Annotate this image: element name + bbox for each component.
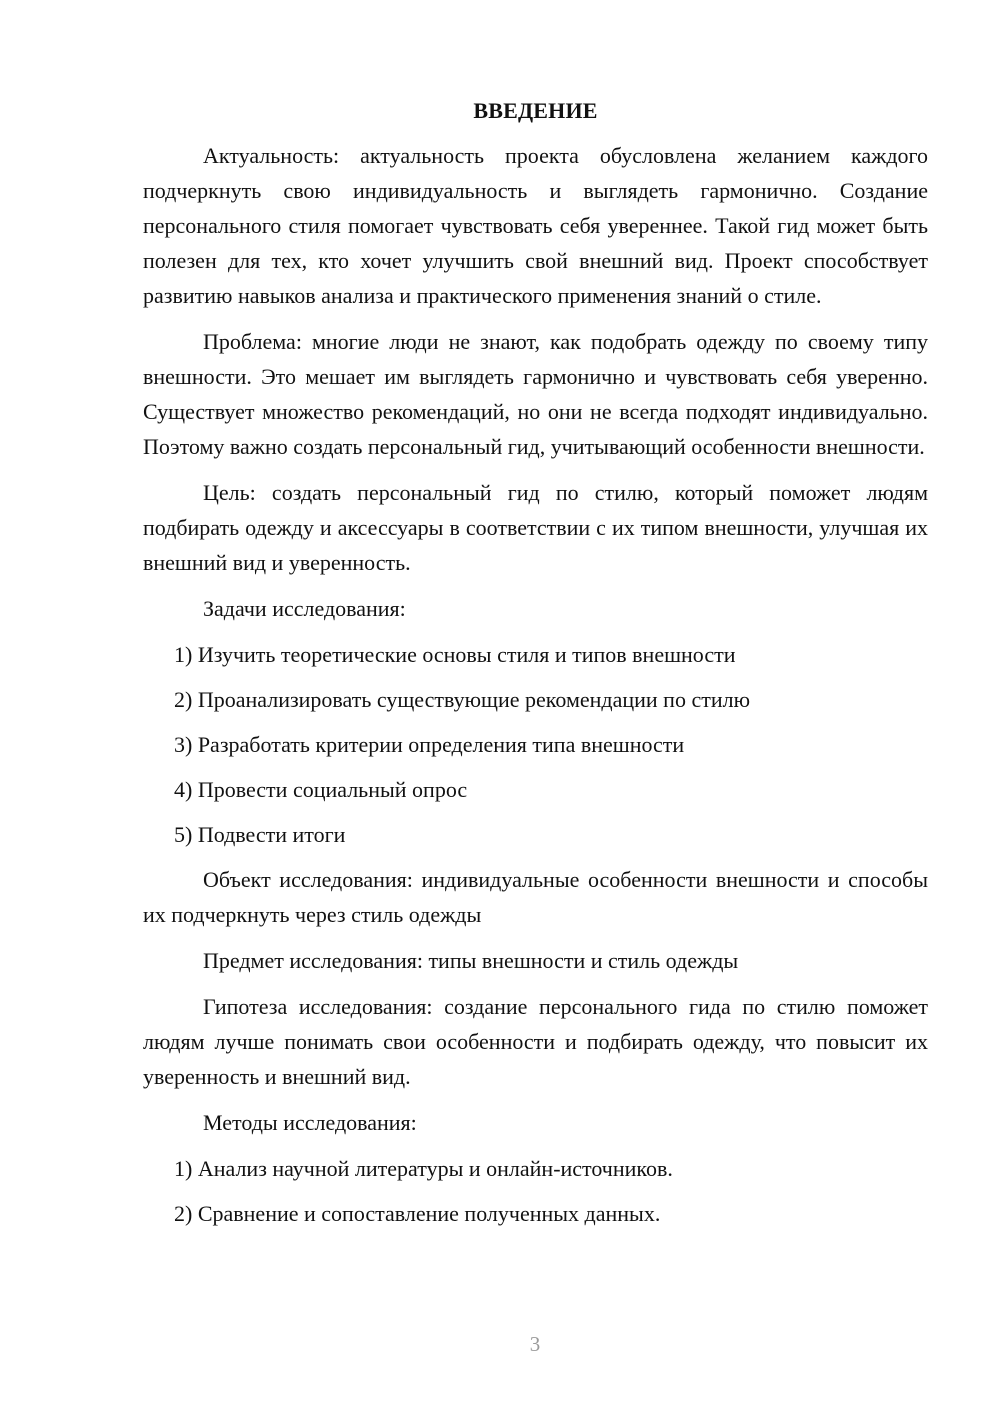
object-paragraph: Объект исследования: индивидуальные особенности внешности и способы их подчеркнуть через стиль одежды xyxy=(143,867,928,927)
task-item: 2) Проанализировать существующие рекомендации по стилю xyxy=(174,687,751,712)
page-number: 3 xyxy=(529,1332,541,1356)
task-item: 5) Подвести итоги xyxy=(174,822,346,847)
page-title: ВВЕДЕНИЕ xyxy=(473,98,598,123)
method-item: 1) Анализ научной литературы и онлайн-источников. xyxy=(174,1156,673,1181)
method-item: 2) Сравнение и сопоставление полученных данных. xyxy=(174,1201,661,1226)
problem-paragraph: Проблема: многие люди не знают, как подобрать одежду по своему типу внешности. Это мешает им выглядеть гармонично и чувствовать себя уверенно. Существует множество рекомендаций, но они не всегда подходят индивидуально. Поэтому важно создать персональный гид, учитывающий особенности внешности. xyxy=(143,329,928,459)
task-item: 1) Изучить теоретические основы стиля и типов внешности xyxy=(174,642,736,667)
goal-paragraph: Цель: создать персональный гид по стилю, который поможет людям подбирать одежду и аксессуары в соответствии с их типом внешности, улучшая их внешний вид и уверенность. xyxy=(143,480,928,575)
methods-heading: Методы исследования: xyxy=(203,1110,417,1135)
document-page xyxy=(143,96,928,1241)
task-item: 3) Разработать критерии определения типа внешности xyxy=(174,732,685,757)
relevance-paragraph: Актуальность: актуальность проекта обусловлена желанием каждого подчеркнуть свою индивидуальность и выглядеть гармонично. Создание персонального стиля помогает чувствовать себя увереннее. Такой гид может быть полезен для тех, кто хочет улучшить свой внешний вид. Проект способствует развитию навыков анализа и практического применения знаний о стиле. xyxy=(143,143,928,308)
task-item: 4) Провести социальный опрос xyxy=(174,777,468,802)
subject-paragraph: Предмет исследования: типы внешности и стиль одежды xyxy=(203,948,739,973)
hypothesis-paragraph: Гипотеза исследования: создание персонального гида по стилю поможет людям лучше понимать свои особенности и подбирать одежду, что повысит их уверенность и внешний вид. xyxy=(143,994,928,1089)
tasks-heading: Задачи исследования: xyxy=(203,596,406,621)
